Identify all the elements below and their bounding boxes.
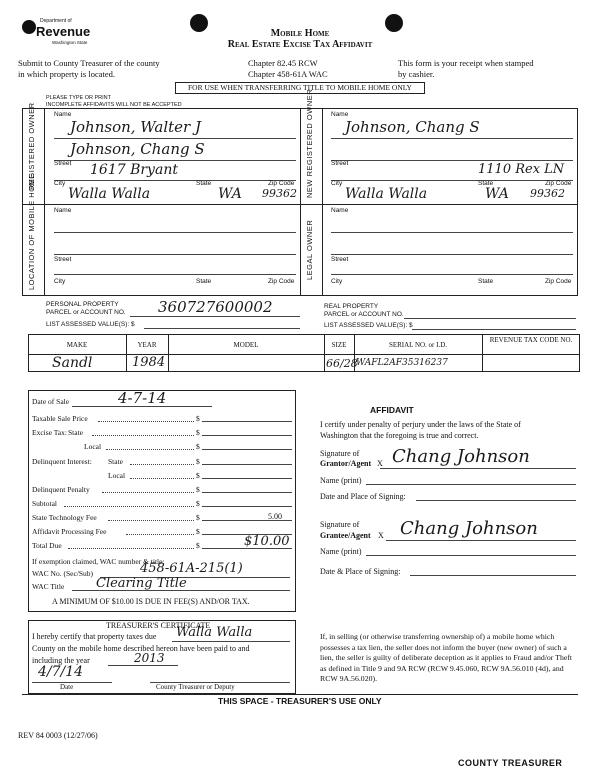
agency-line1: Department of (40, 18, 72, 24)
col-model: MODEL (233, 341, 259, 349)
treasurer-date: 4/7/14 (38, 664, 84, 680)
ro-zip: 99362 (262, 187, 297, 200)
tax-lien-notice: If, in selling (or otherwise transferring ownership of) a mobile home which possesses a tax lien, the seller does not inform the buyer (new owner) of such a lien, the seller is guilty of deliberate deception as it applies to Fraud and/or Theft as defined in Title 9 and 9A RCW (RCW 9.45.060, RCW 9A.56.010 (4d), and RCW 9A.56.020). (320, 632, 573, 683)
wac-no: 458-61A-215(1) (140, 561, 243, 576)
date-of-sale: 4-7-14 (118, 389, 167, 407)
personal-property-no: 360727600002 (158, 298, 273, 316)
delinquent-local-currency: $ (196, 471, 200, 480)
treasurer-title: TREASURER'S CERTIFICATE (106, 621, 211, 630)
delinquent-penalty-label: Delinquent Penalty (32, 485, 90, 494)
taxable-sale-price-label: Taxable Sale Price (32, 414, 88, 423)
cell-year: 1984 (132, 355, 166, 370)
ro-name-label: Name (54, 111, 72, 118)
nro-street-label: Street (331, 160, 349, 167)
ro-name-1: Johnson, Walter J (70, 118, 202, 136)
grantee-x-mark: X (378, 531, 384, 540)
delinquent-state-currency: $ (196, 457, 200, 466)
print-note-2: INCOMPLETE AFFIDAVITS WILL NOT BE ACCEPTED (46, 102, 182, 108)
nro-zip: 99362 (530, 187, 565, 200)
personal-property-label (46, 301, 126, 316)
excise-state-currency: $ (196, 428, 200, 437)
nro-state-label: State (478, 180, 494, 187)
lo-name-label: Name (331, 207, 349, 214)
form-title-line2: Real Estate Excise Tax Affidavit (227, 39, 373, 50)
county-treasurer-stamp: COUNTY TREASURER (458, 758, 563, 768)
grantor-signature: Chang Johnson (392, 446, 530, 467)
registered-owner-label: REGISTERED OWNER (27, 102, 36, 190)
grantor-x-mark: X (377, 459, 383, 468)
pp-label-2: PARCEL or ACCOUNT NO. (46, 308, 126, 316)
delinquent-penalty-currency: $ (196, 485, 200, 494)
delinquent-interest-label: Delinquent Interest: (32, 457, 92, 466)
nro-name: Johnson, Chang S (345, 118, 480, 136)
lo-state-label: State (478, 278, 494, 285)
affidavit-fee-label: Affidavit Processing Fee (32, 527, 107, 536)
ro-zip-label: Zip Code (268, 180, 295, 187)
state-tech-fee-label: State Technology Fee (32, 513, 97, 522)
excise-tax-label: Excise Tax: (32, 428, 67, 437)
chapter-1: Chapter 82.45 RCW (248, 58, 318, 68)
agency-line2: Washington State (52, 40, 88, 45)
form-title (200, 28, 400, 50)
wac-title: Clearing Title (96, 576, 187, 591)
treasurer-text-3: including the year (32, 656, 90, 665)
rp-label-2: PARCEL or ACCOUNT NO. (324, 310, 404, 318)
treasurer-use-label: THIS SPACE - TREASURER'S USE ONLY (218, 696, 382, 706)
form-number: REV 84 0003 (12/27/06) (18, 731, 98, 740)
dor-logo (22, 18, 92, 52)
grantee-signature: Chang Johnson (400, 518, 538, 539)
logo-swoosh-icon (22, 20, 36, 34)
state-tech-fee-value: 5.00 (268, 512, 282, 521)
loc-street-label: Street (54, 256, 72, 263)
rp-assessed-label: LIST ASSESSED VALUE(S): $ (324, 322, 413, 329)
treasurer-text-2: County on the mobile home described hereon have been paid to and (32, 644, 250, 653)
delinquent-interest-state-label: State (108, 457, 123, 466)
submit-text-2: in which property is located. (18, 69, 116, 79)
location-label: LOCATION OF MOBILE HOME (27, 173, 36, 290)
pp-label-1: PERSONAL PROPERTY (46, 301, 119, 308)
nro-city-label: City (331, 180, 343, 187)
wac-no-label: WAC No. (Sec/Sub) (32, 569, 94, 578)
receipt-note (398, 58, 534, 80)
use-banner-text: FOR USE WHEN TRANSFERRING TITLE TO MOBILE HOME ONLY (188, 83, 412, 92)
col-serial: SERIAL NO. or I.D. (388, 341, 448, 349)
new-registered-owner-label: NEW REGISTERED OWNER (305, 88, 314, 198)
receipt-text-2: by cashier. (398, 69, 435, 79)
minimum-text: A MINIMUM OF $10.00 IS DUE IN FEE(S) AND/OR TAX. (52, 597, 250, 606)
sig-grantee-label-2: Grantee/Agent (320, 531, 371, 540)
use-banner (175, 82, 425, 94)
lo-zip-label: Zip Code (545, 278, 572, 285)
loc-zip-label: Zip Code (268, 278, 295, 285)
exemption-text: If exemption claimed, WAC number & title: (32, 557, 165, 566)
chapter-2: Chapter 458-61A WAC (248, 69, 328, 79)
nro-name-label: Name (331, 111, 349, 118)
legal-owner-label: LEGAL OWNER (305, 219, 314, 280)
submit-instructions (18, 58, 160, 80)
total-due-value: $10.00 (244, 534, 290, 549)
date-of-sale-label: Date of Sale (32, 397, 70, 406)
nro-street: 1110 Rex LN (478, 162, 565, 177)
cell-size: 66/28 (326, 357, 358, 370)
submit-text-1: Submit to County Treasurer of the county (18, 58, 160, 68)
cell-serial: WAFL2AF35316237 (356, 358, 448, 368)
subtotal-label: Subtotal (32, 499, 58, 508)
taxable-sale-price-currency: $ (196, 414, 200, 423)
treasurer-deputy-label: County Treasurer or Deputy (156, 683, 235, 691)
affidavit-title: AFFIDAVIT (370, 405, 414, 415)
affidavit-fee-currency: $ (196, 527, 200, 536)
ro-state-label: State (196, 180, 212, 187)
col-make: MAKE (66, 341, 88, 349)
lo-street-label: Street (331, 256, 349, 263)
grantor-date-place-label: Date and Place of Signing: (320, 492, 406, 501)
treasurer-date-label: Date (60, 683, 74, 691)
ro-name-2: Johnson, Chang S (70, 140, 205, 158)
print-note-1: PLEASE TYPE OR PRINT (46, 95, 112, 101)
grantee-name-print-label: Name (print) (320, 547, 362, 556)
excise-local-label: Local (84, 442, 102, 451)
grantor-name-print-label: Name (print) (320, 476, 362, 485)
state-tech-fee-currency: $ (196, 513, 200, 522)
loc-state-label: State (196, 278, 212, 285)
certify-line-2: Washington that the foregoing is true and correct. (320, 431, 479, 440)
sig-grantor-label-1: Signature of (320, 449, 360, 458)
sig-grantor-label-2: Grantor/Agent (320, 459, 372, 468)
agency-name: Revenue (36, 24, 91, 39)
real-property-label (324, 303, 404, 318)
sig-grantee-label-1: Signature of (320, 520, 360, 529)
receipt-text-1: This form is your receipt when stamped (398, 58, 534, 68)
ro-street-label: Street (54, 160, 72, 167)
print-notes (46, 95, 182, 109)
lo-city-label: City (331, 278, 343, 285)
total-due-currency: $ (196, 541, 200, 550)
ro-street: 1617 Bryant (90, 162, 178, 178)
total-due-label: Total Due (32, 541, 62, 550)
col-revenue-code: REVENUE TAX CODE NO. (489, 336, 573, 344)
treasurer-text-1: I hereby certify that property taxes due (32, 632, 157, 641)
delinquent-local-label: Local (108, 471, 126, 480)
subtotal-currency: $ (196, 499, 200, 508)
ro-city: Walla Walla (68, 186, 151, 202)
loc-city-label: City (54, 278, 66, 285)
excise-state-label: State (68, 428, 83, 437)
form-title-line1: Mobile Home (270, 28, 330, 39)
nro-city: Walla Walla (345, 186, 428, 202)
ro-state: WA (218, 186, 242, 202)
certify-line-1: I certify under penalty of perjury under the laws of the State of (320, 420, 521, 429)
nro-state: WA (485, 186, 509, 202)
pp-assessed-label: LIST ASSESSED VALUE(S): $ (46, 321, 135, 328)
ro-city-label: City (54, 180, 66, 187)
nro-zip-label: Zip Code (545, 180, 572, 187)
rp-label-1: REAL PROPERTY (324, 303, 379, 310)
treasurer-year: 2013 (134, 651, 165, 665)
grantee-date-place-label: Date & Place of Signing: (320, 567, 401, 576)
col-size: SIZE (331, 341, 347, 349)
col-year: YEAR (137, 341, 157, 349)
cell-make: Sandl (52, 355, 93, 371)
chapter-refs (248, 58, 328, 80)
loc-name-label: Name (54, 207, 72, 214)
excise-local-currency: $ (196, 442, 200, 451)
wac-title-label: WAC Title (32, 582, 65, 591)
treasurer-county: Walla Walla (176, 625, 253, 640)
